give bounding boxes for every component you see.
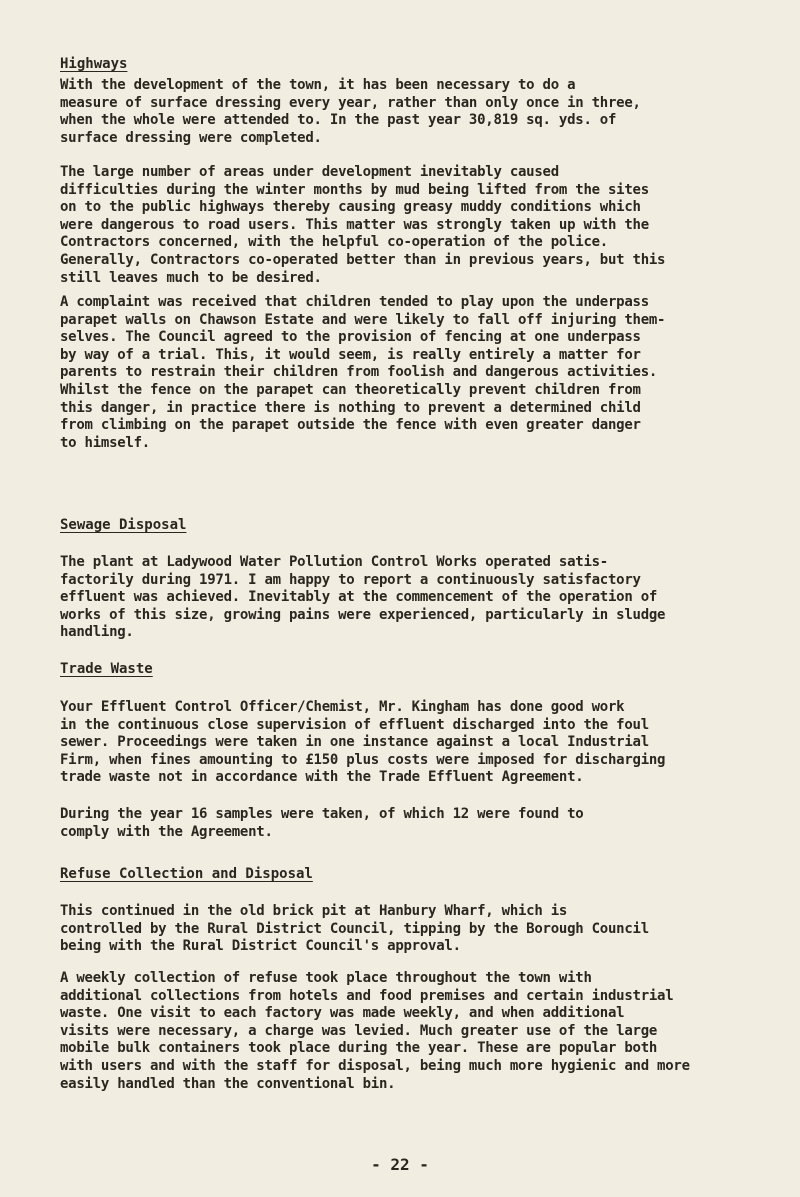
section-heading-sewage: Sewage Disposal	[60, 517, 187, 533]
paragraph-sewage-plant: The plant at Ladywood Water Pollution Control Works operated satis- factorily during 1971. I am happy to report a continuously satisfactory effluent was achieved. Inevitably at the commencement of the operation of works of this size, growing pains were experienced, particularly in sludge handling.	[60, 554, 666, 641]
page-number: - 22 -	[371, 1155, 429, 1174]
section-heading-trade-waste: Trade Waste	[60, 661, 153, 677]
section-heading-highways: Highways	[60, 56, 128, 72]
paragraph-highways-surface-dressing: With the development of the town, it has been necessary to do a measure of surface dressing every year, rather than only once in three, when the whole were attended to. In the past year 30,819 sq. yds. of surface dressing were completed.	[60, 77, 641, 146]
paragraph-refuse-brick-pit: This continued in the old brick pit at Hanbury Wharf, which is controlled by the Rural District Council, tipping by the Borough Council being with the Rural District Council's approval.	[60, 903, 649, 955]
paragraph-highways-mud: The large number of areas under development inevitably caused difficulties during the winter months by mud being lifted from the sites on to the public highways thereby causing greasy muddy conditions which were dangerous to road users. This matter was strongly taken up with the Contractors concerned, with the helpful co-operation of the police. Generally, Contractors co-operated better than in previous years, but this still leaves much to be desired.	[60, 164, 666, 286]
paragraph-refuse-collection: A weekly collection of refuse took place throughout the town with additional collections from hotels and food premises and certain industrial waste. One visit to each factory was made weekly, and when additional visits were necessary, a charge was levied. Much greater use of the large mobile bulk containers took place during the year. These are popular both with users and with the staff for disposal, being much more hygienic and more easily handled than the conventional bin.	[60, 970, 690, 1092]
paragraph-trade-waste-supervision: Your Effluent Control Officer/Chemist, Mr. Kingham has done good work in the continuous close supervision of effluent discharged into the foul sewer. Proceedings were taken in one instance against a local Industrial Firm, when fines amounting to £150 plus costs were imposed for discharging trade waste not in accordance with the Trade Effluent Agreement.	[60, 699, 666, 786]
section-heading-refuse: Refuse Collection and Disposal	[60, 866, 313, 882]
paragraph-highways-underpass: A complaint was received that children tended to play upon the underpass parapet walls on Chawson Estate and were likely to fall off injuring them- selves. The Council agreed to the provision of fencing at one underpass by way of a trial. This, it would seem, is really entirely a matter for parents to restrain their children from foolish and dangerous activities. Whilst the fence on the parapet can theoretically prevent children from this danger, in practice there is nothing to prevent a determined child from climbing on the parapet outside the fence with even greater danger to himself.	[60, 294, 666, 451]
paragraph-trade-waste-samples: During the year 16 samples were taken, of which 12 were found to comply with the Agreement.	[60, 806, 584, 840]
